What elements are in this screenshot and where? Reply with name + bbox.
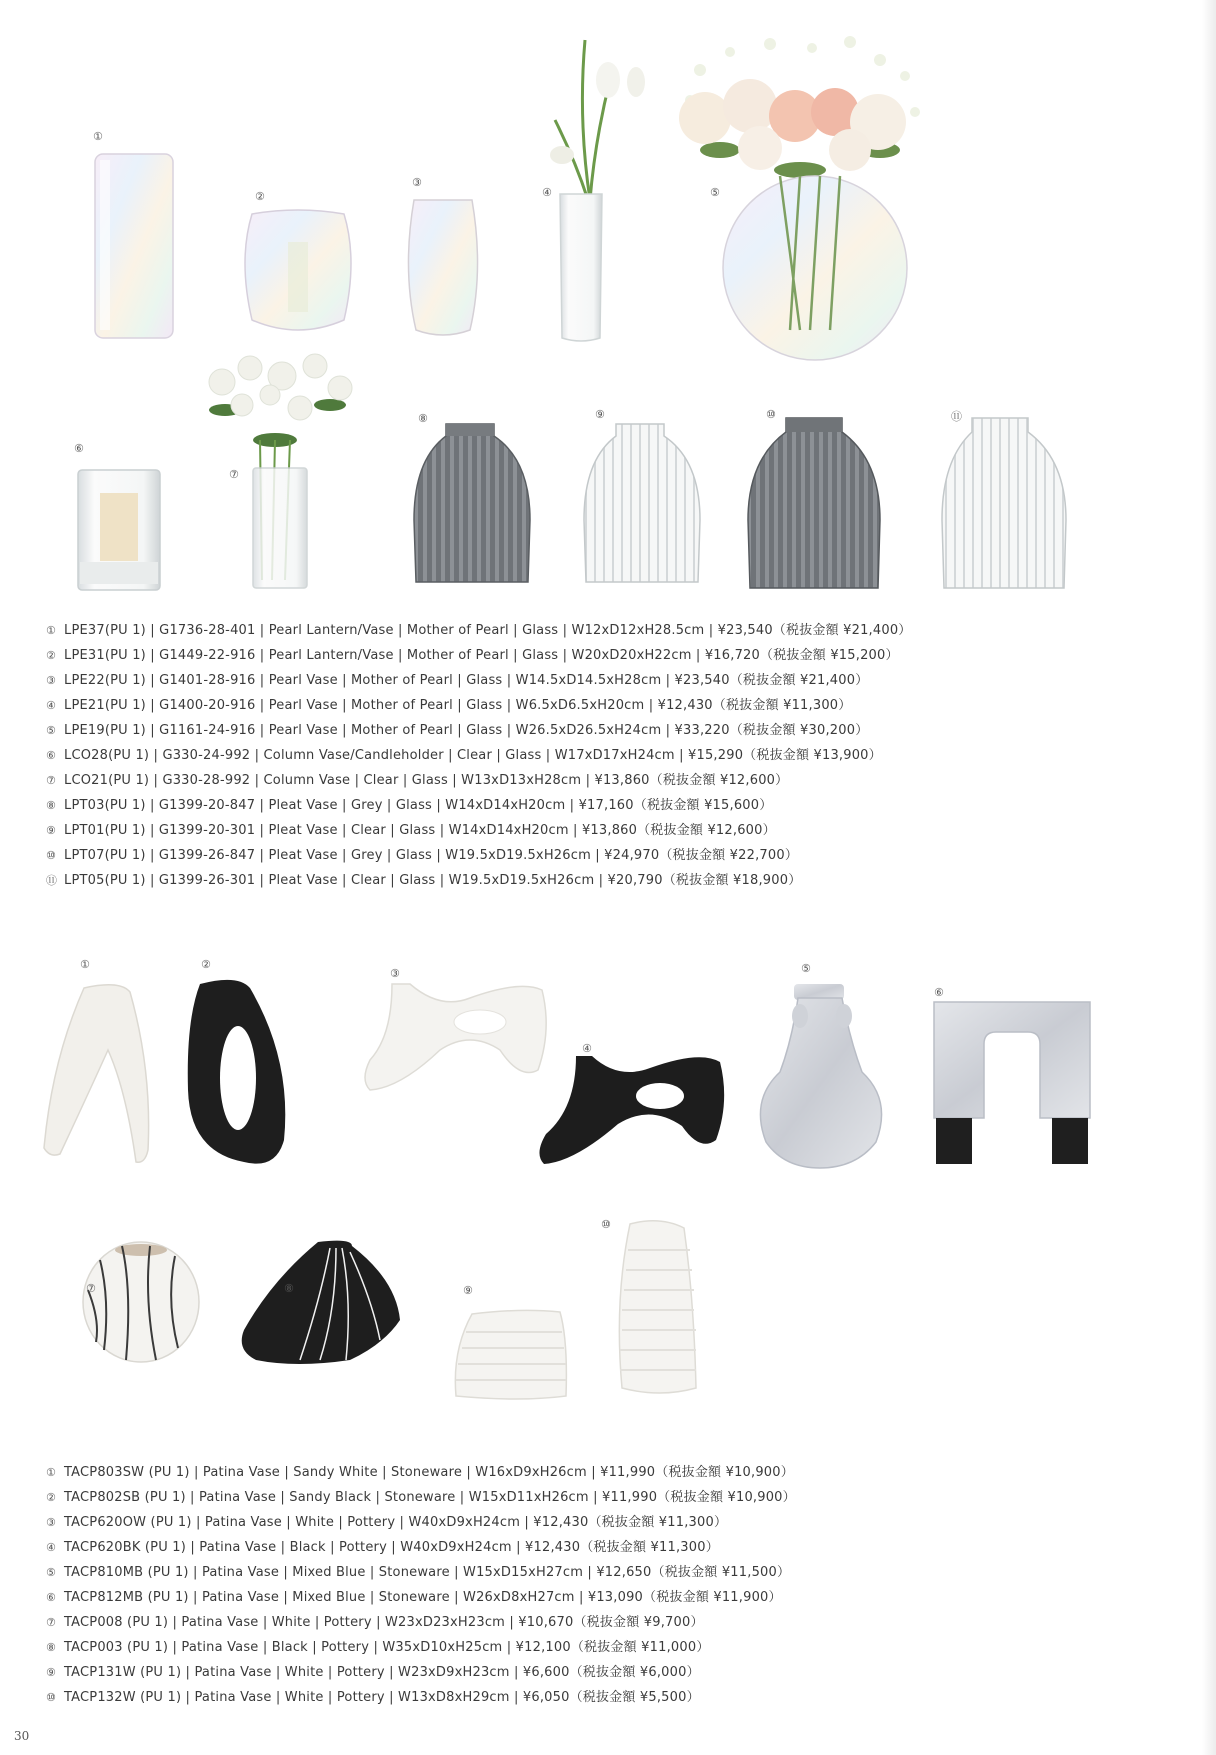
pearl-vase-3-image: [408, 200, 477, 335]
ceramic-product-images: [0, 940, 1216, 1440]
spec-line: ④ LPE21(PU 1) | G1400-20-916 | Pearl Vase | Mother of Pearl | Glass | W6.5xD6.5xH20cm | ¥12,430（税抜金額 ¥11,300）: [46, 698, 852, 713]
spec-line: ③ LPE22(PU 1) | G1401-28-916 | Pearl Vase | Mother of Pearl | Glass | W14.5xD14.5xH28cm | ¥23,540（税抜金額 ¥21,400）: [46, 673, 869, 688]
page-number: 30: [14, 1729, 30, 1743]
product-marker-1: ①: [93, 130, 103, 143]
patina-vase-mixed-blue-image: [760, 984, 881, 1168]
product-marker-3: ③: [390, 967, 400, 980]
spec-line: ④ TACP620BK (PU 1) | Patina Vase | Black | Pottery | W40xD9xH24cm | ¥12,430（税抜金額 ¥11,300）: [46, 1540, 719, 1555]
spec-line: ② TACP802SB (PU 1) | Patina Vase | Sandy Black | Stoneware | W15xD11xH26cm | ¥11,990（税抜金額 ¥10,900）: [46, 1490, 796, 1505]
product-marker-2: ②: [201, 958, 211, 971]
product-marker-6: ⑥: [934, 986, 944, 999]
pearl-lantern-tall-image: [95, 154, 173, 338]
product-marker-4: ④: [542, 186, 552, 199]
patina-vase-mixed-blue-arch-image: [934, 1002, 1090, 1164]
product-marker-10: ⑩: [601, 1218, 611, 1231]
spec-line: ⑦ LCO21(PU 1) | G330-28-992 | Column Vase | Clear | Glass | W13xD13xH28cm | ¥13,860（税抜金額 ¥12,600）: [46, 773, 789, 788]
pleat-vase-grey-small-image: [414, 424, 530, 582]
spec-line: ⑥ LCO28(PU 1) | G330-24-992 | Column Vase/Candleholder | Clear | Glass | W17xD17xH24cm | ¥15,290（税抜金額 ¥13,900）: [46, 748, 882, 763]
glass-spec-list: [46, 618, 911, 893]
product-marker-1: ①: [80, 958, 90, 971]
product-marker-7: ⑦: [86, 1282, 96, 1295]
spec-line: ⑩ TACP132W (PU 1) | Patina Vase | White | Pottery | W13xD8xH29cm | ¥6,050（税抜金額 ¥5,500）: [46, 1690, 700, 1705]
product-marker-3: ③: [412, 176, 422, 189]
product-marker-9: ⑨: [463, 1284, 473, 1297]
product-marker-5: ⑤: [710, 186, 720, 199]
patina-vase-white-ribbed-low-image: [455, 1310, 566, 1399]
glass-product-images: [0, 0, 1216, 600]
product-marker-5: ⑤: [801, 962, 811, 975]
product-marker-11: ⑪: [951, 410, 962, 423]
patina-vase-sandy-black-image: [188, 980, 286, 1164]
pleat-vase-grey-large-image: [748, 418, 880, 588]
column-candleholder-image: [78, 470, 160, 590]
spec-line: ⑤ LPE19(PU 1) | G1161-24-916 | Pearl Vase | Mother of Pearl | Glass | W26.5xD26.5xH24cm | ¥33,220（税抜金額 ¥30,200）: [46, 723, 869, 738]
product-marker-6: ⑥: [74, 442, 84, 455]
product-marker-7: ⑦: [229, 468, 239, 481]
patina-vase-white-wave-image: [365, 984, 546, 1090]
spec-line: ⑦ TACP008 (PU 1) | Patina Vase | White | Pottery | W23xD23xH23cm | ¥10,670（税抜金額 ¥9,700）: [46, 1615, 704, 1630]
product-marker-2: ②: [255, 190, 265, 203]
product-marker-8: ⑧: [418, 412, 428, 425]
patina-vase-black-wave-image: [539, 1056, 724, 1164]
spec-line: ⑧ TACP003 (PU 1) | Patina Vase | Black | Pottery | W35xD10xH25cm | ¥12,100（税抜金額 ¥11,000）: [46, 1640, 710, 1655]
pleat-vase-clear-large-image: [942, 418, 1066, 588]
spec-line: ① LPE37(PU 1) | G1736-28-401 | Pearl Lantern/Vase | Mother of Pearl | Glass | W12xD12xH28.5cm | ¥23,540（税抜金額 ¥21,400）: [46, 623, 912, 638]
patina-vase-white-ribbed-tall-image: [619, 1221, 696, 1393]
spec-line: ⑪ LPT05(PU 1) | G1399-26-301 | Pleat Vase | Clear | Glass | W19.5xD19.5xH26cm | ¥20,790（税抜金額 ¥18,900）: [46, 873, 802, 888]
spec-line: ⑩ LPT07(PU 1) | G1399-26-847 | Pleat Vase | Grey | Glass | W19.5xD19.5xH26cm | ¥24,970（税抜金額 ¥22,700）: [46, 848, 799, 863]
pleat-vase-clear-small-image: [584, 424, 700, 582]
spec-line: ② LPE31(PU 1) | G1449-22-916 | Pearl Lantern/Vase | Mother of Pearl | Glass | W20xD20xH22cm | ¥16,720（税抜金額 ¥15,200）: [46, 648, 899, 663]
product-marker-9: ⑨: [595, 408, 605, 421]
patina-vase-sandy-white-image: [44, 985, 149, 1162]
patina-vase-black-line-image: [242, 1241, 400, 1364]
pearl-bud-vase-image: [550, 40, 645, 341]
spec-line: ⑨ LPT01(PU 1) | G1399-20-301 | Pleat Vase | Clear | Glass | W14xD14xH20cm | ¥13,860（税抜金額 ¥12,600）: [46, 823, 776, 838]
spec-line: ⑥ TACP812MB (PU 1) | Patina Vase | Mixed Blue | Stoneware | W26xD8xH27cm | ¥13,090（税抜金額 ¥11,900）: [46, 1590, 782, 1605]
product-marker-8: ⑧: [284, 1282, 294, 1295]
pearl-lantern-round-image: [245, 210, 351, 330]
spec-line: ① TACP803SW (PU 1) | Patina Vase | Sandy White | Stoneware | W16xD9xH26cm | ¥11,990（税抜金額 ¥10,900）: [46, 1465, 794, 1480]
product-marker-4: ④: [582, 1042, 592, 1055]
product-marker-10: ⑩: [766, 408, 776, 421]
spec-line: ⑨ TACP131W (PU 1) | Patina Vase | White | Pottery | W23xD9xH23cm | ¥6,600（税抜金額 ¥6,000）: [46, 1665, 700, 1680]
spec-line: ⑤ TACP810MB (PU 1) | Patina Vase | Mixed Blue | Stoneware | W15xD15xH27cm | ¥12,650（税抜金額 ¥11,500）: [46, 1565, 791, 1580]
ceramic-spec-list: [46, 1460, 796, 1710]
spec-line: ③ TACP620OW (PU 1) | Patina Vase | White | Pottery | W40xD9xH24cm | ¥12,430（税抜金額 ¥11,300）: [46, 1515, 728, 1530]
patina-vase-white-round-image: [83, 1242, 199, 1362]
spec-line: ⑧ LPT03(PU 1) | G1399-20-847 | Pleat Vase | Grey | Glass | W14xD14xH20cm | ¥17,160（税抜金額 ¥15,600）: [46, 798, 773, 813]
